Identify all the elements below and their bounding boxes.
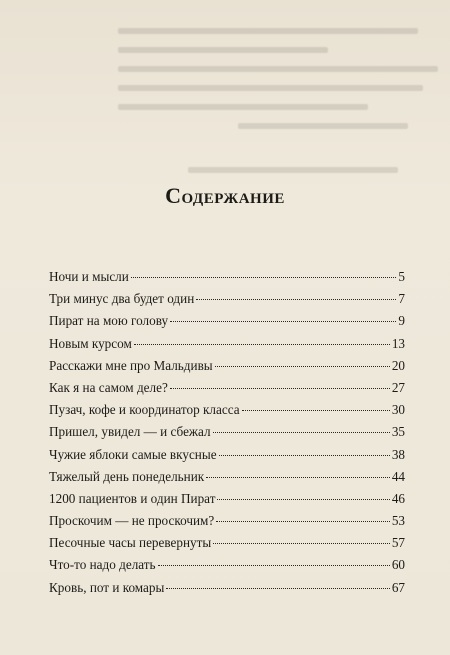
contents-heading: Содержание xyxy=(165,183,285,208)
dot-leader xyxy=(213,432,390,433)
table-of-contents xyxy=(49,269,405,602)
toc-entry-page-number: 44 xyxy=(391,468,405,484)
toc-entry-page-number: 53 xyxy=(391,513,405,529)
toc-entry xyxy=(49,535,405,557)
dot-leader xyxy=(206,477,390,478)
toc-entry xyxy=(49,358,405,380)
toc-entry-title: Три минус два будет один xyxy=(49,291,195,307)
toc-entry xyxy=(49,513,405,535)
toc-entry-page-number: 57 xyxy=(391,535,405,551)
toc-entry-title: Кровь, пот и комары xyxy=(49,579,165,595)
dot-leader xyxy=(213,543,390,544)
toc-entry xyxy=(49,491,405,513)
toc-entry-page-number: 46 xyxy=(391,490,405,506)
toc-entry xyxy=(49,580,405,602)
toc-entry-title: 1200 пациентов и один Пират xyxy=(49,490,216,506)
toc-entry-title: Пират на мою голову xyxy=(49,313,169,329)
dot-leader xyxy=(217,499,389,500)
dot-leader xyxy=(242,410,390,411)
toc-entry-page-number: 38 xyxy=(391,446,405,462)
toc-entry xyxy=(49,469,405,491)
dot-leader xyxy=(134,344,390,345)
toc-entry-title: Расскажи мне про Мальдивы xyxy=(49,357,213,373)
dot-leader xyxy=(170,321,396,322)
toc-entry-page-number: 13 xyxy=(391,335,405,351)
dot-leader xyxy=(215,366,390,367)
toc-entry-page-number: 27 xyxy=(391,379,405,395)
toc-entry xyxy=(49,380,405,402)
toc-entry xyxy=(49,313,405,335)
toc-entry-page-number: 60 xyxy=(391,557,405,573)
toc-entry xyxy=(49,402,405,424)
toc-entry-page-number: 20 xyxy=(391,357,405,373)
toc-entry-page-number: 9 xyxy=(398,313,405,329)
toc-entry-title: Как я на самом деле? xyxy=(49,379,168,395)
toc-entry-page-number: 30 xyxy=(391,402,405,418)
dot-leader xyxy=(196,299,396,300)
toc-entry-page-number: 35 xyxy=(391,424,405,440)
dot-leader xyxy=(131,277,397,278)
dot-leader xyxy=(216,521,390,522)
dot-leader xyxy=(170,388,390,389)
toc-entry xyxy=(49,269,405,291)
toc-entry-title: Песочные часы перевернуты xyxy=(49,535,212,551)
toc-entry-title: Пузач, кофе и координатор класса xyxy=(49,402,240,418)
toc-entry xyxy=(49,447,405,469)
toc-entry-title: Проскочим — не проскочим? xyxy=(49,513,215,529)
toc-entry-title: Тяжелый день понедельник xyxy=(49,468,205,484)
toc-entry-title: Ночи и мысли xyxy=(49,269,129,284)
dot-leader xyxy=(219,455,390,456)
toc-entry xyxy=(49,557,405,579)
toc-entry-title: Пришел, увидел — и сбежал xyxy=(49,424,211,440)
toc-entry xyxy=(49,424,405,446)
toc-entry-page-number: 5 xyxy=(398,269,405,284)
toc-entry xyxy=(49,336,405,358)
toc-entry-title: Чужие яблоки самые вкусные xyxy=(49,446,217,462)
toc-entry xyxy=(49,291,405,313)
toc-entry-title: Новым курсом xyxy=(49,335,132,351)
toc-entry-page-number: 67 xyxy=(391,579,405,595)
dot-leader xyxy=(158,565,390,566)
toc-entry-page-number: 7 xyxy=(398,291,405,307)
toc-entry-title: Что-то надо делать xyxy=(49,557,156,573)
dot-leader xyxy=(166,588,389,589)
